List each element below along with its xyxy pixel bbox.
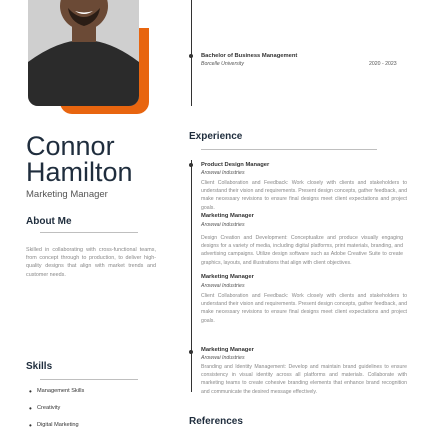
skills-list xyxy=(26,388,84,439)
experience-company: Arowwai Industries xyxy=(201,222,245,228)
experience-company: Arowwai Industries xyxy=(201,355,245,361)
experience-description: Client Collaboration and Feedback: Work closely with clients and stakeholders to understand their vision and requirements. Present design concepts, gather feedback, and make necessary revisions to ensure final designs meet client expectations and project goals. xyxy=(201,293,407,324)
about-heading: About Me xyxy=(26,216,72,227)
experience-title: Product Design Manager xyxy=(201,162,270,168)
education-dates: 2020 - 2023 xyxy=(369,61,397,67)
education-timeline-line xyxy=(191,0,192,106)
experience-title: Marketing Manager xyxy=(201,274,254,280)
experience-timeline-line xyxy=(191,160,192,392)
experience-description: Client Collaboration and Feedback: Work closely with clients and stakeholders to understand their vision and requirements. Present design concepts, gather feedback, and make necessary revisions to ensure final designs meet client expectations and project goals. xyxy=(201,180,407,211)
timeline-dot xyxy=(189,163,193,167)
experience-heading: Experience xyxy=(189,131,243,142)
education-degree: Bachelor of Business Management xyxy=(201,53,298,59)
skill-item: • Management Skills xyxy=(26,388,84,405)
about-text: Skilled in collaborating with cross-functional teams, from concept through to production, to deliver high-quality designs that align with market trends and customer needs. xyxy=(26,247,156,278)
experience-company: Arowwai Industries xyxy=(201,170,245,176)
experience-title: Marketing Manager xyxy=(201,347,254,353)
first-name: Connor xyxy=(26,131,115,161)
skills-divider xyxy=(40,379,138,380)
education-school: Borcelle University xyxy=(201,61,244,67)
experience-divider xyxy=(201,149,377,150)
references-heading: References xyxy=(189,416,243,427)
last-name: Hamilton xyxy=(26,157,133,187)
skills-heading: Skills xyxy=(26,361,53,372)
experience-title: Marketing Manager xyxy=(201,213,254,219)
profile-photo xyxy=(28,0,139,106)
timeline-dot xyxy=(189,350,193,354)
timeline-dot xyxy=(189,54,193,58)
experience-description: Design Creation and Development: Conceptualize and produce visually engaging designs for a variety of media, including digital platforms, print materials, branding, and advertising campaigns. Utilize design software such as Adobe Creative Suite to create graphics, layouts, and illustrations that align with client objectives. xyxy=(201,235,403,266)
about-divider xyxy=(40,232,138,233)
experience-description: Branding and Identity Management: Develop and maintain brand guidelines to ensure consistency in visual identity across all platforms and materials. Collaborate with marketing teams to create cohesive branding elements that enhance brand recognition and communicate the desired message effectively. xyxy=(201,364,407,395)
job-title: Marketing Manager xyxy=(26,189,108,200)
experience-company: Arowwai Industries xyxy=(201,283,245,289)
skill-item: • Creativity xyxy=(26,405,84,422)
skill-item: • Digital Marketing xyxy=(26,422,84,439)
